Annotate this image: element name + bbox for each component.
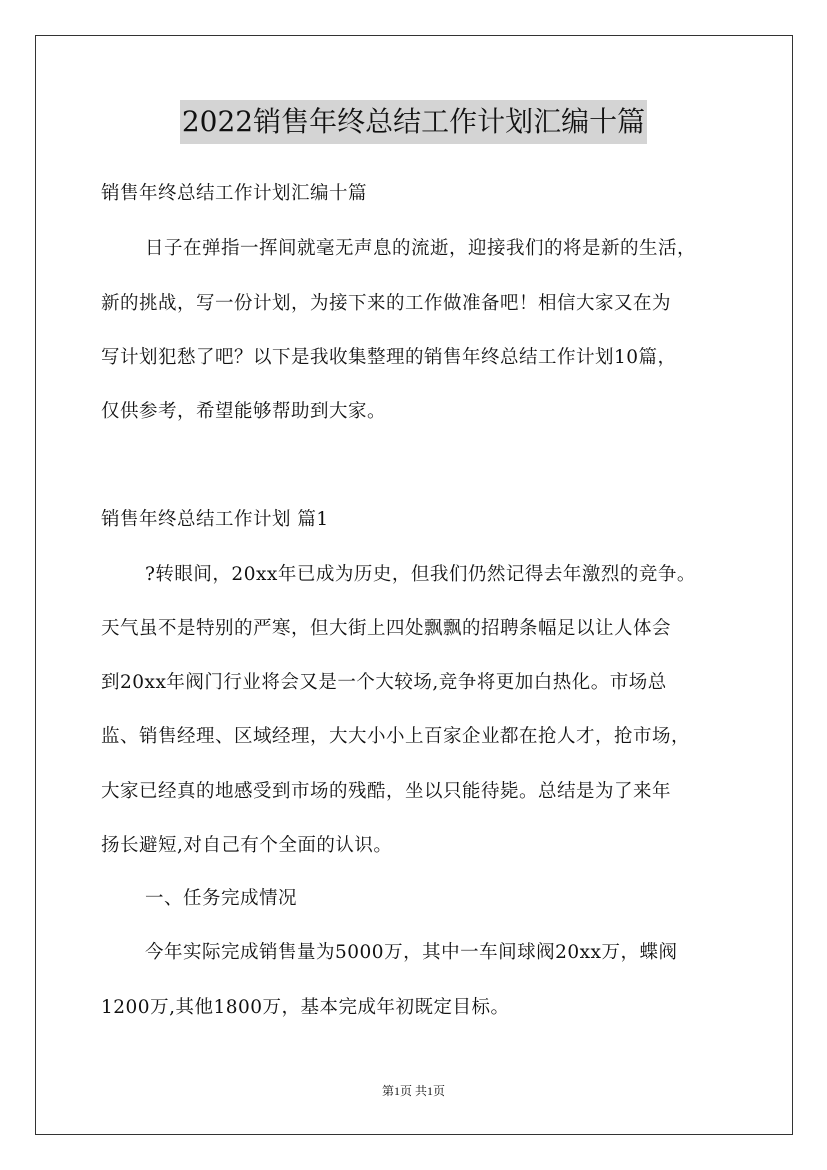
title-container [0, 100, 827, 144]
paragraph-line: 日子在弹指一挥间就毫无声息的流逝，迎接我们的将是新的生活， [145, 238, 697, 259]
paragraph-line: 写计划犯愁了吧？以下是我收集整理的销售年终总结工作计划10篇， [101, 347, 677, 368]
section-heading: 销售年终总结工作计划 篇1 [101, 509, 329, 530]
paragraph-line: 新的挑战，写一份计划，为接下来的工作做准备吧！相信大家又在为 [101, 293, 672, 314]
document-title: 2022销售年终总结工作计划汇编十篇 [180, 100, 647, 144]
paragraph-line: 监、销售经理、区域经理，大大小小上百家企业都在抢人才，抢市场， [101, 726, 691, 747]
paragraph-line: 扬长避短,对自己有个全面的认识。 [101, 835, 393, 856]
paragraph-line: 1200万,其他1800万，基本完成年初既定目标。 [101, 997, 510, 1018]
paragraph-line: 天气虽不是特别的严寒，但大街上四处飘飘的招聘条幅足以让人体会 [101, 618, 672, 639]
paragraph-line: 大家已经真的地感受到市场的残酷，坐以只能待毙。总结是为了来年 [101, 781, 672, 802]
paragraph-line: ?转眼间，20xx年已成为历史，但我们仍然记得去年激烈的竞争。 [145, 564, 696, 585]
page-footer: 第1页 共1页 [381, 1084, 445, 1098]
paragraph-line: 今年实际完成销售量为5000万，其中一车间球阀20xx万，蝶阀 [145, 942, 678, 963]
paragraph-line: 到20xx年阀门行业将会又是一个大较场,竞争将更加白热化。市场总 [101, 672, 667, 693]
subsection-heading: 一、任务完成情况 [145, 888, 298, 909]
subtitle-line: 销售年终总结工作计划汇编十篇 [101, 183, 368, 204]
paragraph-line: 仅供参考，希望能够帮助到大家。 [101, 401, 387, 422]
